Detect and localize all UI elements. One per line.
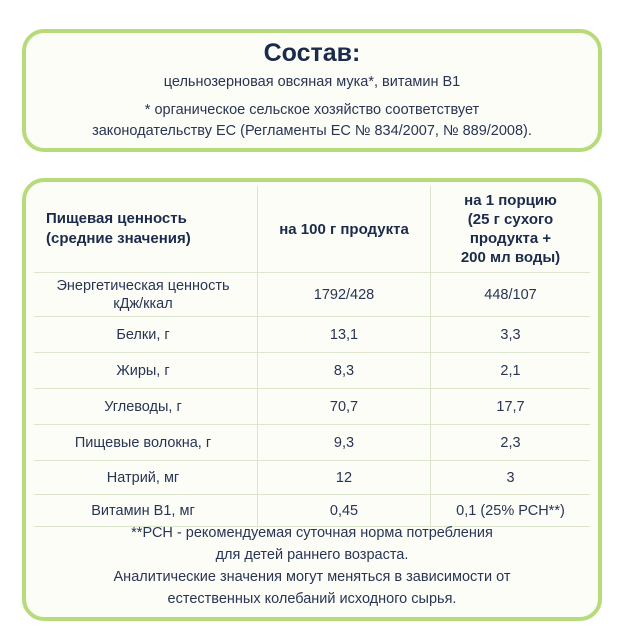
table-row [34,425,590,461]
header-col1-line-2: (средние значения) [46,230,191,247]
header-col1-line-1: Пищевая ценность [46,210,187,227]
table-row [34,317,590,353]
table-row [34,353,590,389]
header-col3-line-1: на 1 порцию [464,192,557,209]
row-label: Жиры, г [34,353,258,389]
header-per-100g: на 100 г продукта [258,186,431,273]
row-per-100g: 12 [258,461,431,495]
row-per-100g: 13,1 [258,317,431,353]
header-per-portion [431,186,591,273]
row-per-portion: 0,1 (25% РСН**) [431,495,591,527]
composition-box [22,29,602,152]
table-row [34,389,590,425]
header-col3-line-4: 200 мл воды) [460,249,561,266]
header-col3-line-3: продукта + [469,230,552,247]
nutrition-header-row [34,186,590,273]
row-per-100g: 0,45 [258,495,431,527]
footnote-line-4: естественных колебаний исходного сырья. [167,591,457,607]
row-label-line-2: кДж/ккал [113,295,173,312]
header-nutrition-value [34,186,258,273]
nutrition-box [22,178,602,621]
row-per-portion: 3 [431,461,591,495]
row-label: Пищевые волокна, г [34,425,258,461]
row-per-portion: 2,3 [431,425,591,461]
row-label-line-1: Энергетическая ценность [56,277,230,294]
table-row [34,273,590,317]
nutrition-table [34,186,590,527]
row-per-portion: 3,3 [431,317,591,353]
nutrition-body [34,273,590,527]
footnote-line-3: Аналитические значения могут меняться в зависимости от [113,569,511,585]
row-per-100g: 8,3 [258,353,431,389]
organic-note-line-1: * органическое сельское хозяйство соответствует [144,102,480,118]
row-label: Витамин B1, мг [34,495,258,527]
organic-note-line-2: законодательству ЕС (Регламенты ЕС № 834/2007, № 889/2008). [92,123,532,139]
row-per-portion: 2,1 [431,353,591,389]
nutrition-footnote [26,522,598,610]
footnote-line-1: **РСН - рекомендуемая суточная норма потребления [131,525,493,541]
row-label [34,273,258,317]
row-label: Углеводы, г [34,389,258,425]
table-row [34,461,590,495]
footnote-line-2: для детей раннего возраста. [215,547,409,563]
composition-title: Состав: [263,39,361,67]
row-per-portion: 17,7 [431,389,591,425]
row-label: Белки, г [34,317,258,353]
row-per-100g: 70,7 [258,389,431,425]
header-col3-line-2: (25 г сухого [467,211,554,228]
row-per-100g: 9,3 [258,425,431,461]
row-per-100g: 1792/428 [258,273,431,317]
ingredients-text: цельнозерновая овсяная мука*, витамин B1 [163,74,461,90]
row-per-portion: 448/107 [431,273,591,317]
row-label: Натрий, мг [34,461,258,495]
